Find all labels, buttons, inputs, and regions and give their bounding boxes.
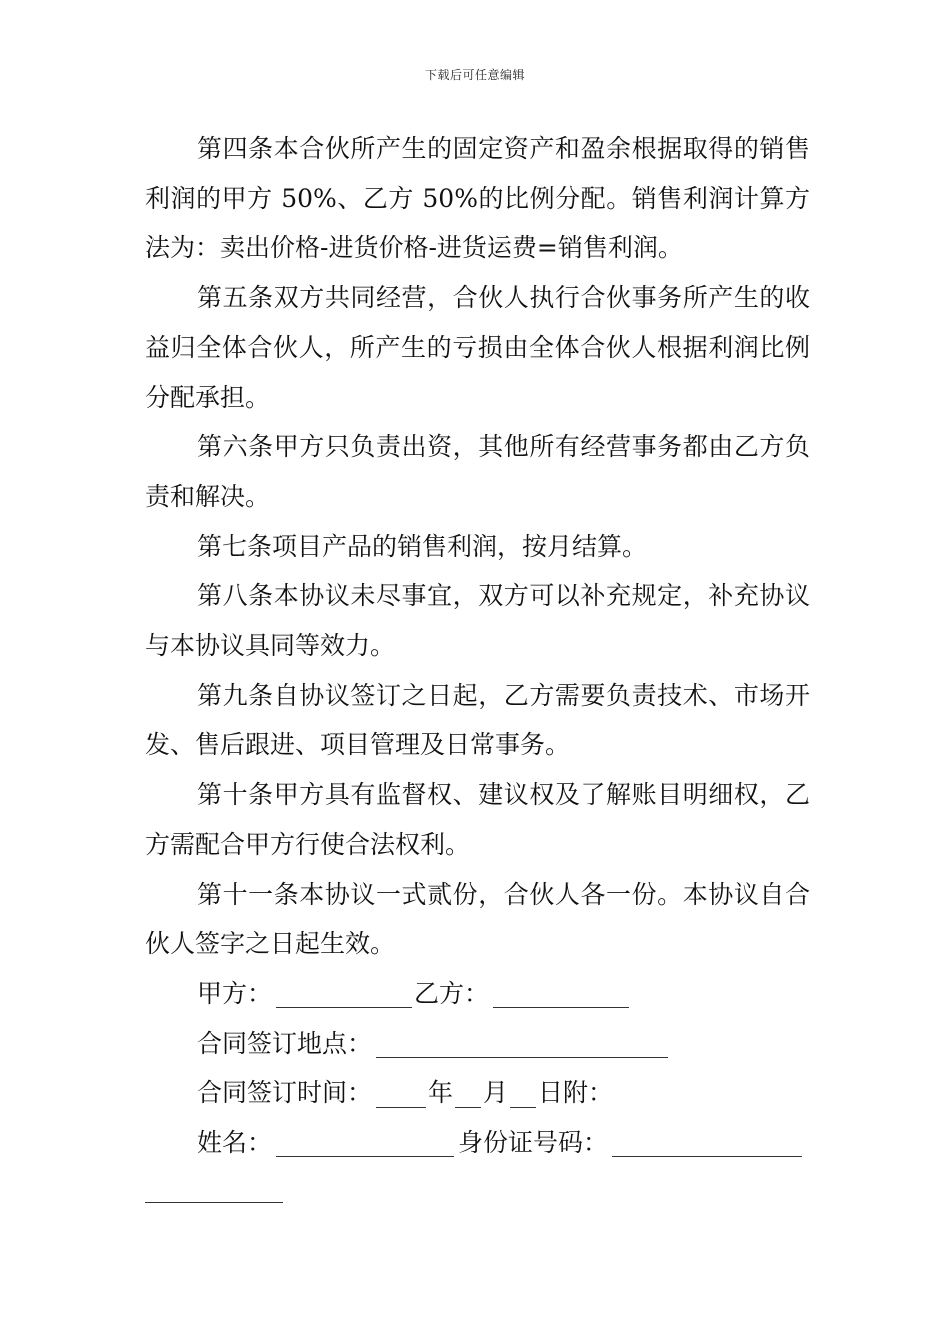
article-5: 第五条双方共同经营，合伙人执行合伙事务所产生的收益归全体合伙人，所产生的亏损由全体合伙人根据利润比例分配承担。 [145,283,810,412]
article-9: 第九条自协议签订之日起，乙方需要负责技术、市场开发、售后跟进、项目管理及日常事务。 [145,680,810,760]
year-label: 年 [428,1078,454,1108]
contract-body [145,124,810,1168]
signing-place-line [145,1019,810,1069]
month-label: 月 [483,1078,509,1108]
month-blank[interactable] [455,1080,481,1107]
signing-time-line [145,1068,810,1118]
year-blank[interactable] [376,1080,426,1107]
article-6: 第六条甲方只负责出资，其他所有经营事务都由乙方负责和解决。 [145,432,810,511]
article-4: 第四条本合伙所产生的固定资产和盈余根据取得的销售利润的甲方 50%、乙方 50%的比例分配。销售利润计算方法为：卖出价格-进货价格-进货运费=销售利润。 [145,134,810,263]
party-a-blank[interactable] [276,981,412,1008]
article-11: 第十一条本协议一式贰份，合伙人各一份。本协议自合伙人签字之日起生效。 [145,879,810,959]
id-number-label: 身份证号码： [458,1128,609,1158]
party-a-label: 甲方： [197,978,273,1008]
signing-place-label: 合同签订地点： [197,1028,373,1058]
name-label: 姓名： [197,1128,273,1158]
name-id-line [145,1118,810,1168]
signing-time-label: 合同签订时间： [197,1078,373,1108]
article-10: 第十条甲方具有监督权、建议权及了解账目明细权，乙方需配合甲方行使合法权利。 [145,780,810,859]
article-8: 第八条本协议未尽事宜，双方可以补充规定，补充协议与本协议具同等效力。 [145,581,810,661]
party-b-blank[interactable] [493,981,629,1008]
parties-signature-line [145,969,810,1019]
name-blank[interactable] [276,1130,454,1157]
page-header: 下载后可任意编辑 [424,68,525,82]
signing-place-blank[interactable] [376,1031,668,1058]
day-blank[interactable] [510,1080,536,1107]
id-number-blank[interactable] [612,1130,802,1157]
article-7: 第七条项目产品的销售利润，按月结算。 [197,531,648,561]
id-number-blank-continuation[interactable] [145,1201,283,1203]
day-attach-label: 日附： [538,1078,614,1108]
party-b-label: 乙方： [414,978,490,1008]
